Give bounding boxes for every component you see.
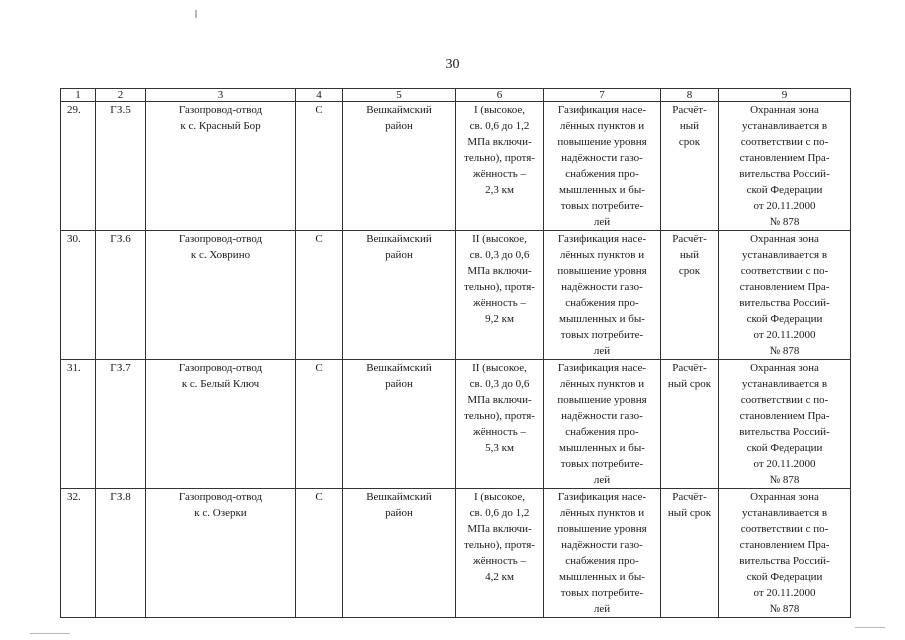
row-number: 31. <box>61 360 96 489</box>
object-status: С <box>296 231 343 360</box>
column-header: 1 <box>61 89 96 102</box>
object-status: С <box>296 102 343 231</box>
scan-artifact-bottom-right <box>855 627 885 628</box>
object-name: Газопровод-отвод к с. Ховрино <box>146 231 296 360</box>
object-parameters: II (высокое, св. 0,3 до 0,6 МПа включи- тельно), протя- жённость – 5,3 км <box>456 360 544 489</box>
implementation-term: Расчёт- ный срок <box>661 231 719 360</box>
object-status: С <box>296 360 343 489</box>
object-purpose: Газификация насе- лённых пунктов и повышение уровня надёжности газо- снабжения про- мышленных и бы- товых потребите- лей <box>544 360 661 489</box>
implementation-term: Расчёт- ный срок <box>661 102 719 231</box>
object-name: Газопровод-отвод к с. Озерки <box>146 489 296 618</box>
object-parameters: I (высокое, св. 0,6 до 1,2 МПа включи- тельно), протя- жённость – 4,2 км <box>456 489 544 618</box>
object-purpose: Газификация насе- лённых пунктов и повышение уровня надёжности газо- снабжения про- мышленных и бы- товых потребите- лей <box>544 231 661 360</box>
table-row <box>61 231 851 360</box>
row-number: 32. <box>61 489 96 618</box>
table-row <box>61 102 851 231</box>
object-name: Газопровод-отвод к с. Красный Бор <box>146 102 296 231</box>
object-location: Вешкаймский район <box>343 102 456 231</box>
object-location: Вешкаймский район <box>343 360 456 489</box>
object-purpose: Газификация насе- лённых пунктов и повышение уровня надёжности газо- снабжения про- мышленных и бы- товых потребите- лей <box>544 102 661 231</box>
protection-zone: Охранная зона устанавливается в соответствии с по- становлением Пра- вительства Россий- ской Федерации от 20.11.2000 № 878 <box>719 102 851 231</box>
column-header: 5 <box>343 89 456 102</box>
scan-artifact-top <box>195 10 197 18</box>
table-row <box>61 489 851 618</box>
page-number: 30 <box>445 57 460 72</box>
table-row <box>61 360 851 489</box>
table-header-row <box>61 89 851 102</box>
object-code: ГЗ.7 <box>96 360 146 489</box>
scan-artifact-bottom-left <box>30 633 70 634</box>
column-header: 2 <box>96 89 146 102</box>
column-header: 3 <box>146 89 296 102</box>
column-header: 8 <box>661 89 719 102</box>
protection-zone: Охранная зона устанавливается в соответствии с по- становлением Пра- вительства Россий- ской Федерации от 20.11.2000 № 878 <box>719 360 851 489</box>
column-header: 7 <box>544 89 661 102</box>
object-location: Вешкаймский район <box>343 231 456 360</box>
object-status: С <box>296 489 343 618</box>
implementation-term: Расчёт- ный срок <box>661 489 719 618</box>
object-code: ГЗ.8 <box>96 489 146 618</box>
protection-zone: Охранная зона устанавливается в соответствии с по- становлением Пра- вительства Россий- ской Федерации от 20.11.2000 № 878 <box>719 489 851 618</box>
data-table <box>60 88 851 618</box>
object-parameters: I (высокое, св. 0,6 до 1,2 МПа включи- тельно), протя- жённость – 2,3 км <box>456 102 544 231</box>
object-name: Газопровод-отвод к с. Белый Ключ <box>146 360 296 489</box>
object-location: Вешкаймский район <box>343 489 456 618</box>
protection-zone: Охранная зона устанавливается в соответствии с по- становлением Пра- вительства Россий- ской Федерации от 20.11.2000 № 878 <box>719 231 851 360</box>
row-number: 30. <box>61 231 96 360</box>
column-header: 9 <box>719 89 851 102</box>
object-parameters: II (высокое, св. 0,3 до 0,6 МПа включи- тельно), протя- жённость – 9,2 км <box>456 231 544 360</box>
object-purpose: Газификация насе- лённых пунктов и повышение уровня надёжности газо- снабжения про- мышленных и бы- товых потребите- лей <box>544 489 661 618</box>
implementation-term: Расчёт- ный срок <box>661 360 719 489</box>
column-header: 4 <box>296 89 343 102</box>
object-code: ГЗ.5 <box>96 102 146 231</box>
row-number: 29. <box>61 102 96 231</box>
column-header: 6 <box>456 89 544 102</box>
object-code: ГЗ.6 <box>96 231 146 360</box>
